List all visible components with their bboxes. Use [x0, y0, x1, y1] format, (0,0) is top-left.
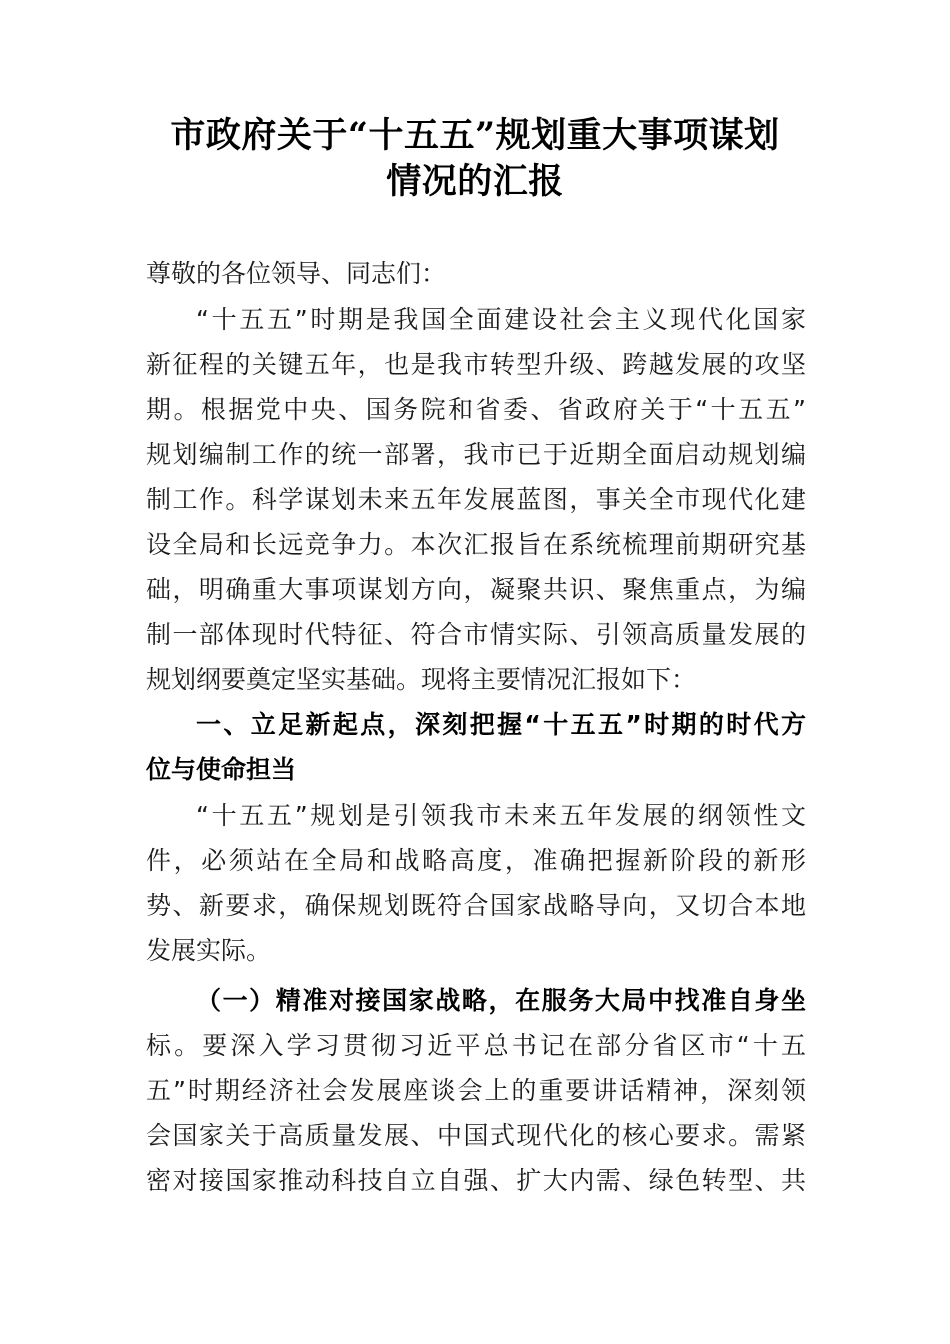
paragraph-line: 势、新要求，确保规划既符合国家战略导向，又切合本地	[146, 891, 806, 920]
paragraph-line: 础，明确重大事项谋划方向，凝聚共识、聚焦重点，为编	[146, 575, 806, 604]
paragraph-line: 件，必须站在全局和战略高度，准确把握新阶段的新形	[146, 846, 806, 875]
paragraph-line: “十五五”时期是我国全面建设社会主义现代化国家	[196, 305, 806, 334]
paragraph-line: 密对接国家推动科技自立自强、扩大内需、绿色转型、共	[146, 1166, 806, 1195]
section-heading-line: 位与使命担当	[146, 755, 297, 784]
document-title-line-1: 市政府关于“十五五”规划重大事项谋划	[170, 115, 780, 156]
paragraph-line: 新征程的关键五年，也是我市转型升级、跨越发展的攻坚	[146, 350, 806, 379]
paragraph-line: 标。要深入学习贯彻习近平总书记在部分省区市“十五	[146, 1031, 806, 1060]
paragraph-line: 设全局和长远竞争力。本次汇报旨在系统梳理前期研究基	[146, 530, 806, 559]
paragraph-line: 制工作。科学谋划未来五年发展蓝图，事关全市现代化建	[146, 485, 806, 514]
subsection-heading: （一）精准对接国家战略，在服务大局中找准自身坐	[196, 986, 806, 1015]
document-title-line-2: 情况的汇报	[386, 161, 564, 202]
paragraph-line: 制一部体现时代特征、符合市情实际、引领高质量发展的	[146, 620, 806, 649]
paragraph-line: “十五五”规划是引领我市未来五年发展的纲领性文	[196, 801, 806, 830]
paragraph-line: 规划纲要奠定坚实基础。现将主要情况汇报如下：	[146, 665, 697, 694]
paragraph-line: 会国家关于高质量发展、中国式现代化的核心要求。需紧	[146, 1121, 806, 1150]
salutation: 尊敬的各位领导、同志们：	[146, 259, 447, 288]
section-heading-line: 一、立足新起点，深刻把握“十五五”时期的时代方	[196, 710, 806, 739]
paragraph-line: 五”时期经济社会发展座谈会上的重要讲话精神，深刻领	[146, 1076, 806, 1105]
paragraph-line: 期。根据党中央、国务院和省委、省政府关于“十五五”	[146, 395, 806, 424]
paragraph-line: 规划编制工作的统一部署，我市已于近期全面启动规划编	[146, 440, 806, 469]
paragraph-line: 发展实际。	[146, 936, 272, 965]
